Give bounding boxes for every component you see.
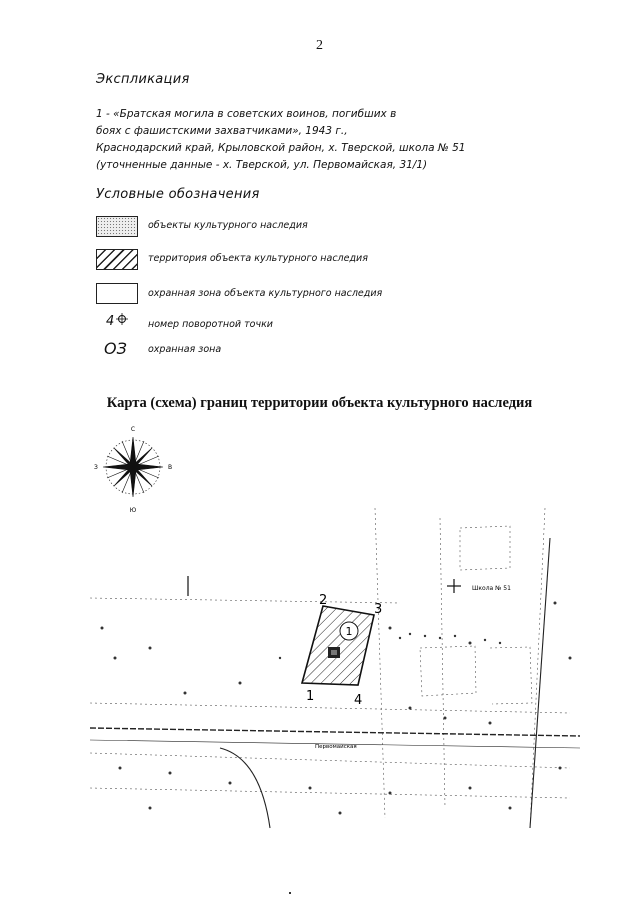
legend-symbol-zone: ОЗ <box>104 339 127 358</box>
legend-label-turning-point: номер поворотной точки <box>148 319 273 330</box>
explication-line-2: боях с фашистскими захватчиками», 1943 г., <box>96 125 348 137</box>
explication-line-3: Краснодарский край, Крыловской район, х. Тверской, школа № 51 <box>96 142 466 154</box>
compass-rose-icon <box>92 423 174 513</box>
legend-label-heritage-object: объекты культурного наследия <box>148 220 308 231</box>
corner-label-1: 1 <box>306 689 315 704</box>
turning-point-icon <box>116 313 128 325</box>
compass-north-label: С <box>130 426 136 433</box>
corner-label-3: 3 <box>374 602 383 617</box>
map-title: Карта (схема) границ территории объекта культурного наследия <box>106 395 533 411</box>
explication-line-4: (уточненные данные - х. Тверской, ул. Первомайская, 31/1) <box>96 159 428 171</box>
legend-swatch-heritage-object <box>96 216 138 237</box>
object-number: 1 <box>345 625 353 638</box>
page-number: 2 <box>316 38 323 53</box>
compass-east-label: В <box>168 464 173 471</box>
legend-label-protection-zone: охранная зона объекта культурного наследия <box>148 288 383 299</box>
explication-heading: Экспликация <box>96 72 190 87</box>
compass-west-label: З <box>94 464 98 471</box>
legend-swatch-protection-zone <box>96 283 138 304</box>
legend-swatch-territory <box>96 249 138 270</box>
corner-label-4: 4 <box>354 693 363 708</box>
heritage-territory-polygon <box>302 606 374 685</box>
compass-south-label: Ю <box>129 507 137 513</box>
map-school-label: Школа № 51 <box>472 585 511 592</box>
legend-label-zone: охранная зона <box>148 344 222 355</box>
explication-line-1: 1 - «Братская могила в советских воинов, погибших в <box>96 108 397 120</box>
survey-map <box>90 508 590 838</box>
legend-label-territory: территория объекта культурного наследия <box>148 253 368 264</box>
corner-label-2: 2 <box>319 593 328 608</box>
scan-speck <box>289 892 291 894</box>
legend-heading: Условные обозначения <box>96 187 260 202</box>
map-street-label: Первомайская <box>315 744 357 750</box>
legend-symbol-turning-point: 4 <box>106 314 115 329</box>
